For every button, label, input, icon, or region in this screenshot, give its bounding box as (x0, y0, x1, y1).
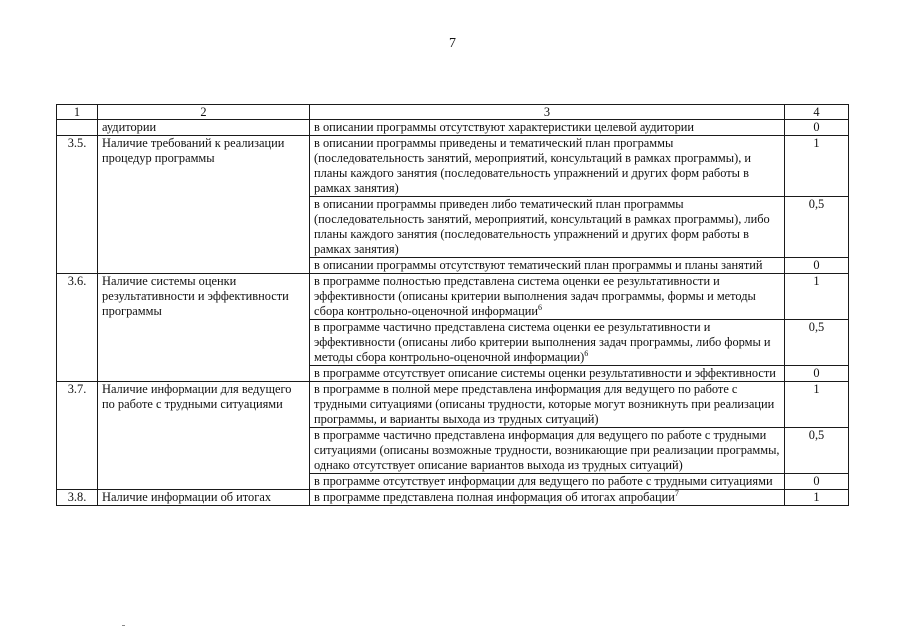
description-cell: в программе в полной мере представлена информация для ведущего по работе с трудными ситуациями (описаны трудности, которые могут возникнуть при реализации программы, и варианты выхода из трудных ситуаций) (310, 382, 785, 428)
description-text: в программе полностью представлена система оценки ее результативности и эффективности (описаны критерии выполнения задач программы, формы и методы сбора контрольно-оценочной информации (314, 274, 756, 318)
table-row (57, 382, 849, 428)
table-header-row (57, 105, 849, 120)
criteria-table (56, 104, 849, 506)
score-cell: 1 (785, 490, 849, 506)
score-cell: 0,5 (785, 428, 849, 474)
description-text: в программе частично представлена система оценки ее результативности и эффективности (описаны либо критерии выполнения задач программы, либо формы и методы сбора контрольно-оценочной информации) (314, 320, 771, 364)
row-number: 3.5. (57, 136, 98, 274)
table-row (57, 120, 849, 136)
score-cell: 0,5 (785, 320, 849, 366)
footnote-marker: 6 (538, 302, 542, 312)
footnote-marker: 6 (584, 348, 589, 358)
description-cell: в программе отсутствует описание системы оценки результативности и эффективности (310, 366, 785, 382)
table-row (57, 274, 849, 320)
description-cell: в программе отсутствует информации для ведущего по работе с трудными ситуациями (310, 474, 785, 490)
criterion-cell: Наличие информации для ведущего по работе с трудными ситуациями (98, 382, 310, 490)
score-cell: 0 (785, 366, 849, 382)
page-number: 7 (449, 36, 456, 51)
description-cell: в описании программы отсутствуют тематический план программы и планы занятий (310, 258, 785, 274)
score-cell: 0,5 (785, 197, 849, 258)
criterion-cell: Наличие информации об итогах (98, 490, 310, 506)
scan-artifact (122, 625, 125, 626)
column-header-3: 3 (310, 105, 785, 120)
criterion-cell: Наличие требований к реализации процедур программы (98, 136, 310, 274)
score-cell: 1 (785, 382, 849, 428)
description-cell: в описании программы приведены и тематический план программы (последовательность занятий, мероприятий, консультаций в рамках программы), и планы каждого занятия (последовательность упражнений и других форм работы в рамках занятия) (310, 136, 785, 197)
description-cell (310, 490, 785, 506)
column-header-2: 2 (98, 105, 310, 120)
row-number: 3.8. (57, 490, 98, 506)
description-text: в программе представлена полная информация об итогах апробации (314, 490, 675, 504)
criterion-cell: аудитории (98, 120, 310, 136)
row-number: 3.6. (57, 274, 98, 382)
score-cell: 1 (785, 136, 849, 197)
column-header-1: 1 (57, 105, 98, 120)
footnote-marker: 7 (674, 488, 679, 498)
score-cell: 0 (785, 474, 849, 490)
score-cell: 0 (785, 120, 849, 136)
column-header-4: 4 (785, 105, 849, 120)
score-cell: 1 (785, 274, 849, 320)
table-row (57, 136, 849, 197)
description-cell: в описании программы отсутствуют характеристики целевой аудитории (310, 120, 785, 136)
criterion-cell: Наличие системы оценки результативности и эффективности программы (98, 274, 310, 382)
description-cell: в программе частично представлена информация для ведущего по работе с трудными ситуациями (описаны возможные трудности, возникающие при реализации программы, однако отсутствует описание вариантов выхода из трудных ситуаций) (310, 428, 785, 474)
table-row (57, 490, 849, 506)
row-number (57, 120, 98, 136)
description-cell (310, 274, 785, 320)
row-number: 3.7. (57, 382, 98, 490)
description-cell (310, 320, 785, 366)
score-cell: 0 (785, 258, 849, 274)
description-cell: в описании программы приведен либо тематический план программы (последовательность занятий, мероприятий, консультаций в рамках программы), либо планы каждого занятия (последовательность упражнений и других форм работы в рамках занятия) (310, 197, 785, 258)
